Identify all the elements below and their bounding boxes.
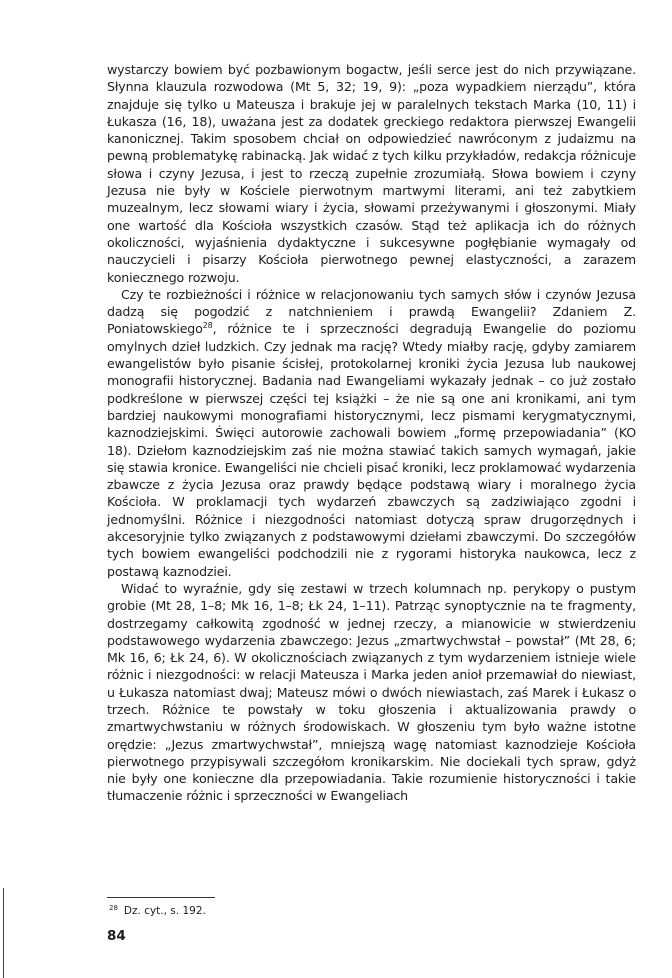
paragraph-2-text-end: , różnice te i sprzeczności degradują Ewangelie do poziomu omylnych dzieł ludzkich. Czy jednak ma rację? Wtedy miałby rację, gdyby zamiarem ewangelistów było pisanie ścisłej, protokolarnej kroniki życia Jezusa lub naukowej monografii historycznej. Badania nad Ewangeliami wykazały jednak – co już zostało podkreślone w pierwszej części tej książki – że nie są one ani kronikami, ani tym bardziej naukowymi monografiami historycznymi, lecz pismami kerygmatycznymi, kaznodziejskimi. Święci autorowie zachowali bowiem „formę przepowiadania” (KO 18). Dziełom kaznodziejskim zaś nie można stawiać takich samych wymagań, jakie się stawia kronice. Ewangeliści nie chcieli pisać kroniki, lecz proklamować wydarzenia zbawcze z życia Jezusa oraz prawdy będące podstawą wiary i moralnego życia Kościoła. W proklamacji tych wydarzeń zbawczych są zadziwiająco zgodni i jednomyślni. Różnice i niezgodności natomiast dotyczą spraw drugorzędnych i akcesoryjnie tylko związanych z podstawowymi dziełami zbawczymi. Do szczegółów tych bowiem ewangeliści podchodzili nie z rygorami historyka naukowca, lecz z postawą kaznodziei.	[107, 321, 636, 579]
paragraph-2-text-start: Czy te rozbieżności i różnice w relacjonowaniu tych samych słów i czynów Jezusa dadzą się pogodzić z natchnieniem i prawdą Ewangelii? Zdaniem Z. Poniatowskiego	[107, 286, 636, 337]
paragraph-2	[107, 286, 636, 580]
footnote-separator	[107, 897, 215, 898]
body-text	[107, 61, 636, 805]
footnote-text: Dz. cyt., s. 192.	[123, 905, 206, 917]
footnote	[109, 902, 206, 918]
paragraph-1: wystarczy bowiem być pozbawionym bogactw, jeśli serce jest do nich przywiązane. Słynna klauzula rozwodowa (Mt 5, 32; 19, 9): „poza wypadkiem nierządu”, która znajduje się tylko u Mateusza i brakuje jej w paralelnych tekstach Marka (10, 11) i Łukasza (16, 18), uważana jest za dodatek greckiego redaktora pierwszej Ewangelii kanonicznej. Takim sposobem chciał on odpowiedzieć nawróconym z judaizmu na pewną problematykę rabinacką. Jak widać z tych kilku przykładów, redakcja różnicuje słowa i czyny Jezusa, i jest to rzeczą zupełnie zrozumiałą. Słowa bowiem i czyny Jezusa nie były w Kościele pierwotnym martwymi literami, ani też zabytkiem muzealnym, lecz słowami wiary i życia, słowami przeżywanymi i głoszonymi. Miały one wartość dla Kościoła wszystkich czasów. Stąd też aplikacja ich do różnych okoliczności, wyjaśnienia dydaktyczne i sukcesywne pogłębianie wymagały od nauczycieli i pisarzy Kościoła pierwotnego pewnej elastyczności, a zarazem koniecznego rozwoju.	[107, 62, 636, 285]
page-number: 84	[107, 928, 126, 944]
paragraph-3: Widać to wyraźnie, gdy się zestawi w trzech kolumnach np. perykopy o pustym grobie (Mt 28, 1–8; Mk 16, 1–8; Łk 24, 1–11). Patrząc synoptycznie na te fragmenty, dostrzegamy całkowitą zgodność w jednej rzeczy, a mianowicie w stwierdzeniu podstawowego wydarzenia zbawczego: Jezus „zmartwychwstał – powstał” (Mt 28, 6; Mk 16, 6; Łk 24, 6). W okolicznościach związanych z tym wydarzeniem istnieje wiele różnic i niezgodności: w relacji Mateusza i Marka jeden anioł przemawiał do niewiast, u Łukasza natomiast dwaj; Mateusz mówi o dwóch niewiastach, zaś Marek i Łukasz o trzech. Różnice te powstały w toku głoszenia i aktualizowania prawdy o zmartwychwstaniu w różnych środowiskach. W głoszeniu tym było ważne istotne orędzie: „Jezus zmartwychwstał”, mniejszą wagę natomiast kaznodzieje Kościoła pierwotnego przypisywali szczegółom kronikarskim. Nie dociekali tych spraw, gdyż nie były one konieczne dla przepowiadania. Takie rozumienie historyczności i takie tłumaczenie różnic i sprzeczności w Ewangeliach	[107, 580, 636, 804]
footnote-reference: 28	[202, 321, 213, 331]
scan-margin-line	[3, 888, 4, 978]
footnote-mark: 28	[109, 904, 118, 912]
